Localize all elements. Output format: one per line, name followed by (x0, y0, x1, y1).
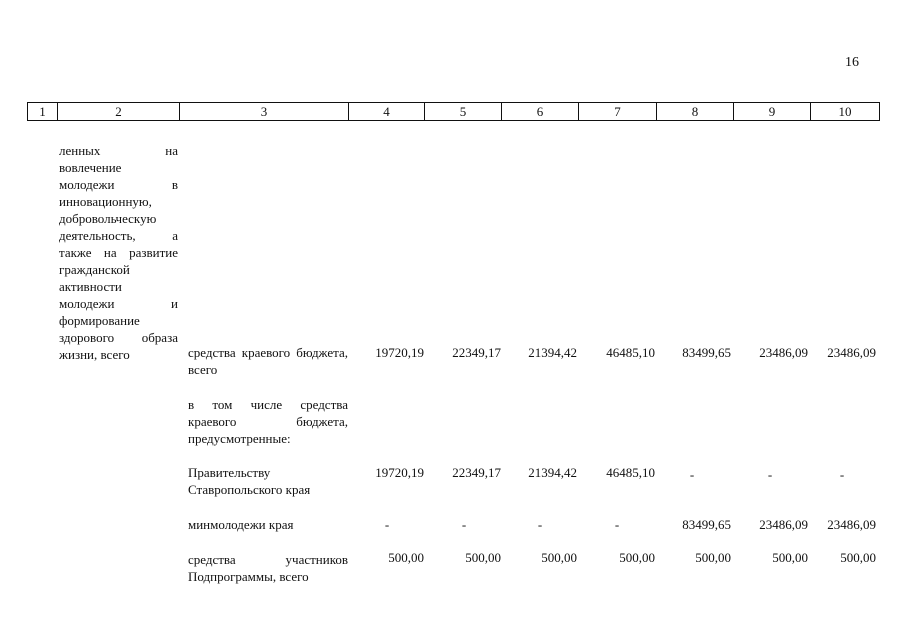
table-cell: 500,00 (388, 550, 424, 565)
header-col-2: 2 (58, 103, 180, 121)
table-cell: - (839, 467, 845, 482)
table-cell: 22349,17 (452, 345, 501, 360)
column-number-header (27, 102, 880, 121)
table-cell: 23486,09 (827, 517, 876, 532)
program-description: ленных на вовлечение молодежи в инновационную, добровольческую деятельность, а также на развитие гражданской активности молодежи и формирование здорового образа жизни, всего (59, 143, 178, 362)
header-col-9: 9 (734, 103, 811, 121)
table-cell: 500,00 (465, 550, 501, 565)
header-col-1: 1 (28, 103, 58, 121)
table-cell: 46485,10 (606, 345, 655, 360)
page-number: 16 (845, 55, 859, 70)
row-label-regional-budget-total: средства краевого бюджета, всего (188, 345, 348, 377)
table-cell: 500,00 (772, 550, 808, 565)
table-cell: 23486,09 (759, 517, 808, 532)
table-cell: 21394,42 (528, 465, 577, 480)
table-cell: - (689, 467, 695, 482)
table-cell: 23486,09 (759, 345, 808, 360)
table-cell: 500,00 (619, 550, 655, 565)
table-cell: 500,00 (840, 550, 876, 565)
table-cell: 83499,65 (682, 345, 731, 360)
header-col-3: 3 (180, 103, 349, 121)
header-col-7: 7 (579, 103, 657, 121)
header-col-5: 5 (425, 103, 502, 121)
header-col-8: 8 (657, 103, 734, 121)
header-col-6: 6 (502, 103, 579, 121)
table-cell: - (537, 517, 543, 532)
table-cell: 22349,17 (452, 465, 501, 480)
table-cell: - (767, 467, 773, 482)
table-cell: 46485,10 (606, 465, 655, 480)
table-cell: - (461, 517, 467, 532)
row-label-participants: средства участников Подпрограммы, всего (188, 552, 348, 584)
table-cell: 500,00 (695, 550, 731, 565)
table-cell: 19720,19 (375, 465, 424, 480)
table-cell: - (614, 517, 620, 532)
table-cell: - (384, 517, 390, 532)
row-label-ministry: минмолодежи края (188, 517, 294, 532)
row-label-including: в том числе средства краевого бюджета, предусмотренные: (188, 397, 348, 446)
table-cell: 19720,19 (375, 345, 424, 360)
table-cell: 21394,42 (528, 345, 577, 360)
table-cell: 500,00 (541, 550, 577, 565)
row-label-government: Правительству Ставропольского края (188, 465, 311, 497)
table-cell: 83499,65 (682, 517, 731, 532)
table-cell: 23486,09 (827, 345, 876, 360)
header-col-10: 10 (811, 103, 880, 121)
header-col-4: 4 (349, 103, 425, 121)
